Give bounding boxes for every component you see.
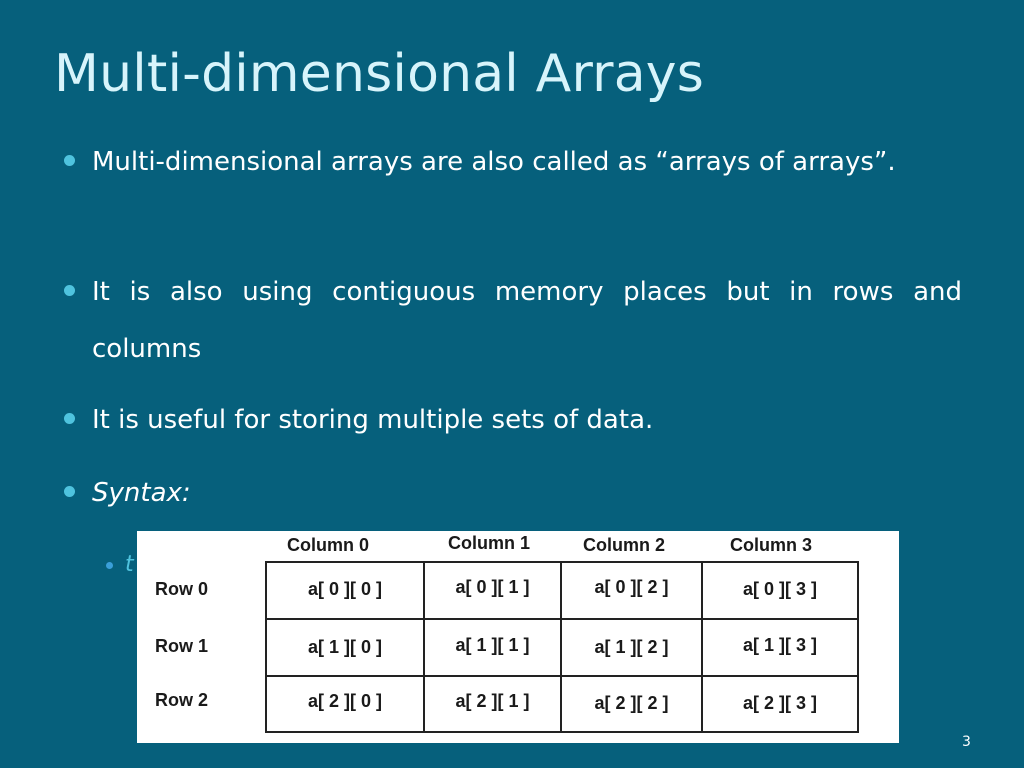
bullet-dot-icon bbox=[64, 285, 75, 296]
array-cell: a[ 2 ][ 2 ] bbox=[594, 693, 669, 713]
array-cell: a[ 1 ][ 2 ] bbox=[594, 637, 669, 657]
array-grid bbox=[265, 561, 859, 733]
array-cell: a[ 0 ][ 1 ] bbox=[455, 577, 530, 597]
bullet-item-4 bbox=[62, 465, 962, 522]
slide-title: Multi-dimensional Arrays bbox=[54, 44, 705, 104]
column-header-3: Column 3 bbox=[730, 535, 813, 555]
bullet-text: Multi-dimensional arrays are also called as “arrays of arrays”. bbox=[92, 147, 896, 177]
bullet-dot-icon bbox=[64, 486, 75, 497]
array-cell: a[ 2 ][ 0 ] bbox=[307, 691, 382, 711]
array-cell: a[ 2 ][ 3 ] bbox=[742, 693, 817, 713]
array-cell: a[ 0 ][ 0 ] bbox=[307, 579, 382, 599]
bullet-text: It is also using contiguous memory places but in rows and columns bbox=[92, 277, 962, 364]
array-cell: a[ 2 ][ 1 ] bbox=[455, 691, 530, 711]
row-header-1: Row 1 bbox=[155, 636, 209, 656]
bullet-item-1 bbox=[62, 134, 962, 191]
syntax-label: Syntax: bbox=[92, 478, 191, 508]
slide-number: 3 bbox=[962, 734, 971, 750]
grid-line bbox=[267, 618, 857, 620]
array-cell: a[ 0 ][ 2 ] bbox=[594, 577, 669, 597]
sub-bullet-dot-icon bbox=[106, 562, 113, 569]
column-header-0: Column 0 bbox=[287, 535, 370, 555]
bullet-dot-icon bbox=[64, 413, 75, 424]
sub-bullet bbox=[106, 552, 134, 577]
bullet-text: It is useful for storing multiple sets of data. bbox=[92, 405, 654, 435]
array-cell: a[ 0 ][ 3 ] bbox=[742, 579, 817, 599]
row-header-2: Row 2 bbox=[155, 690, 209, 710]
sub-bullet-text: t bbox=[125, 552, 134, 577]
array-table-figure bbox=[137, 531, 899, 743]
row-header-0: Row 0 bbox=[155, 579, 209, 599]
column-header-2: Column 2 bbox=[583, 535, 666, 555]
bullet-item-3 bbox=[62, 392, 962, 449]
bullet-dot-icon bbox=[64, 155, 75, 166]
bullet-item-2 bbox=[62, 264, 962, 378]
column-header-1: Column 1 bbox=[448, 533, 531, 553]
array-cell: a[ 1 ][ 1 ] bbox=[455, 635, 530, 655]
grid-line bbox=[267, 675, 857, 677]
array-cell: a[ 1 ][ 3 ] bbox=[742, 635, 817, 655]
array-cell: a[ 1 ][ 0 ] bbox=[307, 637, 382, 657]
